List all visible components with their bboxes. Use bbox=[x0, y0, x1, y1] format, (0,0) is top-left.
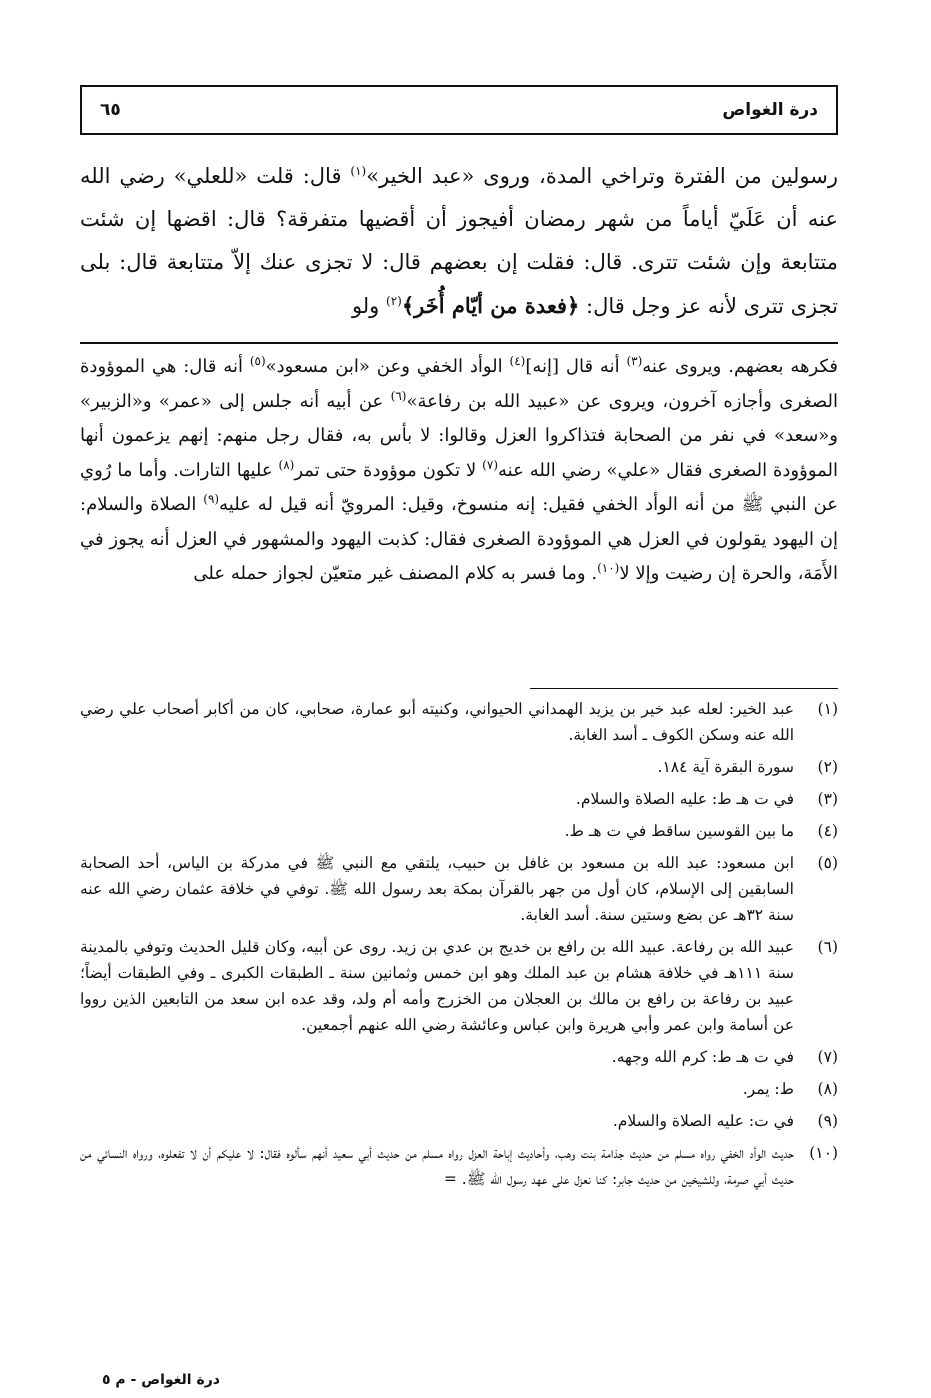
footnote-number: (٨) bbox=[817, 1080, 838, 1098]
footnote-item bbox=[80, 754, 838, 780]
running-header bbox=[80, 85, 838, 135]
footnote-item bbox=[80, 1108, 838, 1134]
footnote-item bbox=[80, 934, 838, 1038]
footnote-ref: (٢) bbox=[386, 294, 402, 308]
commentary-segment: لا تكون موؤودة حتى تمر bbox=[294, 459, 483, 481]
commentary-segment: . وما فسر به كلام المصنف غير متعيّن لجواز حمله على bbox=[193, 563, 598, 584]
footnote-item bbox=[80, 850, 838, 928]
main-text-block bbox=[80, 155, 838, 328]
footnote-text: في ت: عليه الصلاة والسلام. bbox=[612, 1112, 794, 1130]
footnote-text: عبيد الله بن رفاعة. عبيد الله بن رافع بن خديج بن عدي بن زيد. روى عن أبيه، وكان قليل الحديث وتوفي بالمدينة سنة ١١١هـ في خلافة هشام بن عبد الملك وهو ابن خمس وثمانين سنة ـ الطبقات الكبرى ـ وفي الطبقات أيضاً؛ عبيد بن رفاعة بن رافع بن مالك بن العجلان من الخزرج وأمه أم ولد، وقد عده ابن سعد من التابعين الذين رووا عن أسامة وابن عمر وأبي هريرة وابن عباس وعائشة رضي الله عنهم أجمعين. bbox=[80, 938, 794, 1034]
page-signature: درة الغواص - م ٥ bbox=[102, 1372, 220, 1388]
footnote-item bbox=[80, 786, 838, 812]
footnote-ref: (١٠) bbox=[597, 561, 620, 575]
footnotes-list bbox=[80, 696, 838, 1198]
footnote-item bbox=[80, 696, 838, 748]
footnote-item bbox=[80, 1076, 838, 1102]
main-paragraph bbox=[80, 155, 838, 328]
footnote-item bbox=[80, 818, 838, 844]
footnote-ref: (٨) bbox=[278, 457, 295, 472]
commentary-segment: الوأد الخفي وعن «ابن مسعود» bbox=[265, 356, 510, 377]
commentary-segment: الصلاة والسلام: إن اليهود يقولون في العزل هي الموؤودة الصغرى فقال: كذبت اليهود والمشهور في العزل أنه يجوز في الأَمَة، والحرة إن رضيت وإلا لا bbox=[80, 494, 838, 584]
commentary-segment: فكرهه بعضهم. ويروى عنه bbox=[642, 356, 839, 377]
commentary-segment: أنه قال: هي الموؤودة الصغرى وأجازه آخرون، ويروى عن «عبيد الله بن رفاعة» bbox=[80, 356, 838, 412]
footnote-number: (٩) bbox=[817, 1112, 838, 1130]
footnote-number: (٥) bbox=[817, 854, 838, 872]
footnote-text: عبد الخير: لعله عبد خير بن يزيد الهمداني الحيواني، وكنيته أبو عمارة، صحابي، كان من أكابر أصحاب علي رضي الله عنه وسكن الكوف ـ أسد الغابة. bbox=[80, 700, 794, 744]
footnote-number: (٧) bbox=[817, 1048, 838, 1066]
footnote-ref: (٩) bbox=[203, 492, 220, 506]
footnote-text: ما بين القوسين ساقط في ت هـ ط. bbox=[564, 822, 794, 840]
footnote-ref: (١) bbox=[350, 164, 367, 178]
footnote-ref: (٦) bbox=[390, 388, 407, 403]
footnote-ref: (٧) bbox=[482, 457, 498, 472]
commentary-segment: أنه قال [إنه] bbox=[525, 356, 627, 377]
footnote-text: حديث الوأد الخفي رواه مسلم من حديث جذامة بنت وهب، وأحاديث إباحة العزل رواه مسلم من حديث أبي سعيد أنهم سألوه فقال: لا عليكم أن لا تفعلوه، ورواه النسائي من حديث أبي صرمة، وللشيخين من حديث جابر: كنا نعزل على عهد رسول الله ﷺ. = bbox=[80, 1144, 794, 1188]
footnote-text: ط: يمر. bbox=[742, 1080, 794, 1098]
header-title: درة الغواص bbox=[722, 100, 818, 120]
footnote-number: (٤) bbox=[817, 822, 838, 840]
quran-verse: ﴿فعدة من أيّام أُخَر﴾ bbox=[401, 293, 580, 318]
footnote-number: (٣) bbox=[817, 790, 838, 808]
footnote-ref: (٤) bbox=[509, 354, 526, 368]
section-divider bbox=[80, 342, 838, 344]
footnote-number: (١٠) bbox=[809, 1144, 838, 1162]
footnote-text: ابن مسعود: عبد الله بن مسعود بن غافل بن حبيب، يلتقي مع النبي ﷺ في مدركة بن الياس، أحد الصحابة السابقين إلى الإسلام، كان أول من جهر بالقرآن بمكة بعد رسول الله ﷺ. توفي في خلافة عثمان رضي الله عنه سنة ٣٢هـ عن بضع وستين سنة. أسد الغابة. bbox=[80, 854, 794, 924]
main-text-segment: رسولين من الفترة وتراخي المدة، وروى «عبد الخير» bbox=[366, 164, 839, 188]
commentary-block bbox=[80, 350, 838, 592]
footnote-number: (٦) bbox=[817, 938, 838, 956]
footnote-divider bbox=[530, 688, 838, 689]
footnote-ref: (٣) bbox=[626, 354, 643, 368]
footnote-text: في ت هـ ط: كرم الله وجهه. bbox=[611, 1048, 794, 1066]
page-number: ٦٥ bbox=[100, 100, 121, 120]
footnote-number: (٢) bbox=[817, 758, 838, 776]
footnote-item bbox=[80, 1140, 838, 1192]
commentary-segment: عن أبيه أنه جلس إلى «عمر» و«الزبير» و«سعد» في نفر من الصحابة فتذاكروا العزل وقالوا: لا بأس به، فقال رجل منهم: إنهم يزعمون أنها الموؤودة الصغرى فقال «علي» رضي الله عنه bbox=[80, 390, 839, 481]
footnote-ref: (٥) bbox=[249, 354, 266, 368]
footnote-text: سورة البقرة آية ١٨٤. bbox=[657, 758, 794, 776]
commentary-segment: عليها التارات. وأما ما رُوي عن النبي ﷺ من أنه الوأد الخفي فقيل: إنه منسوخ، وقيل: المرويّ أنه قيل له عليه bbox=[80, 459, 838, 515]
footnote-item bbox=[80, 1044, 838, 1070]
footnote-text: في ت هـ ط: عليه الصلاة والسلام. bbox=[575, 790, 794, 808]
main-text-segment: قال: قلت «للعلي» رضي الله عنه أن عَلَيّ أياماً من شهر رمضان أفيجوز أن أقضيها متفرقة؟ قال: اقضها إن شئت متتابعة وإن شئت تترى. قال: فقلت إن بعضهم قال: لا تجزى عنك إلاّ متتابعة قال: بلى تجزى تترى لأنه عز وجل قال: bbox=[80, 164, 838, 318]
main-text-segment: ولو bbox=[351, 294, 387, 318]
footnote-number: (١) bbox=[817, 700, 838, 718]
